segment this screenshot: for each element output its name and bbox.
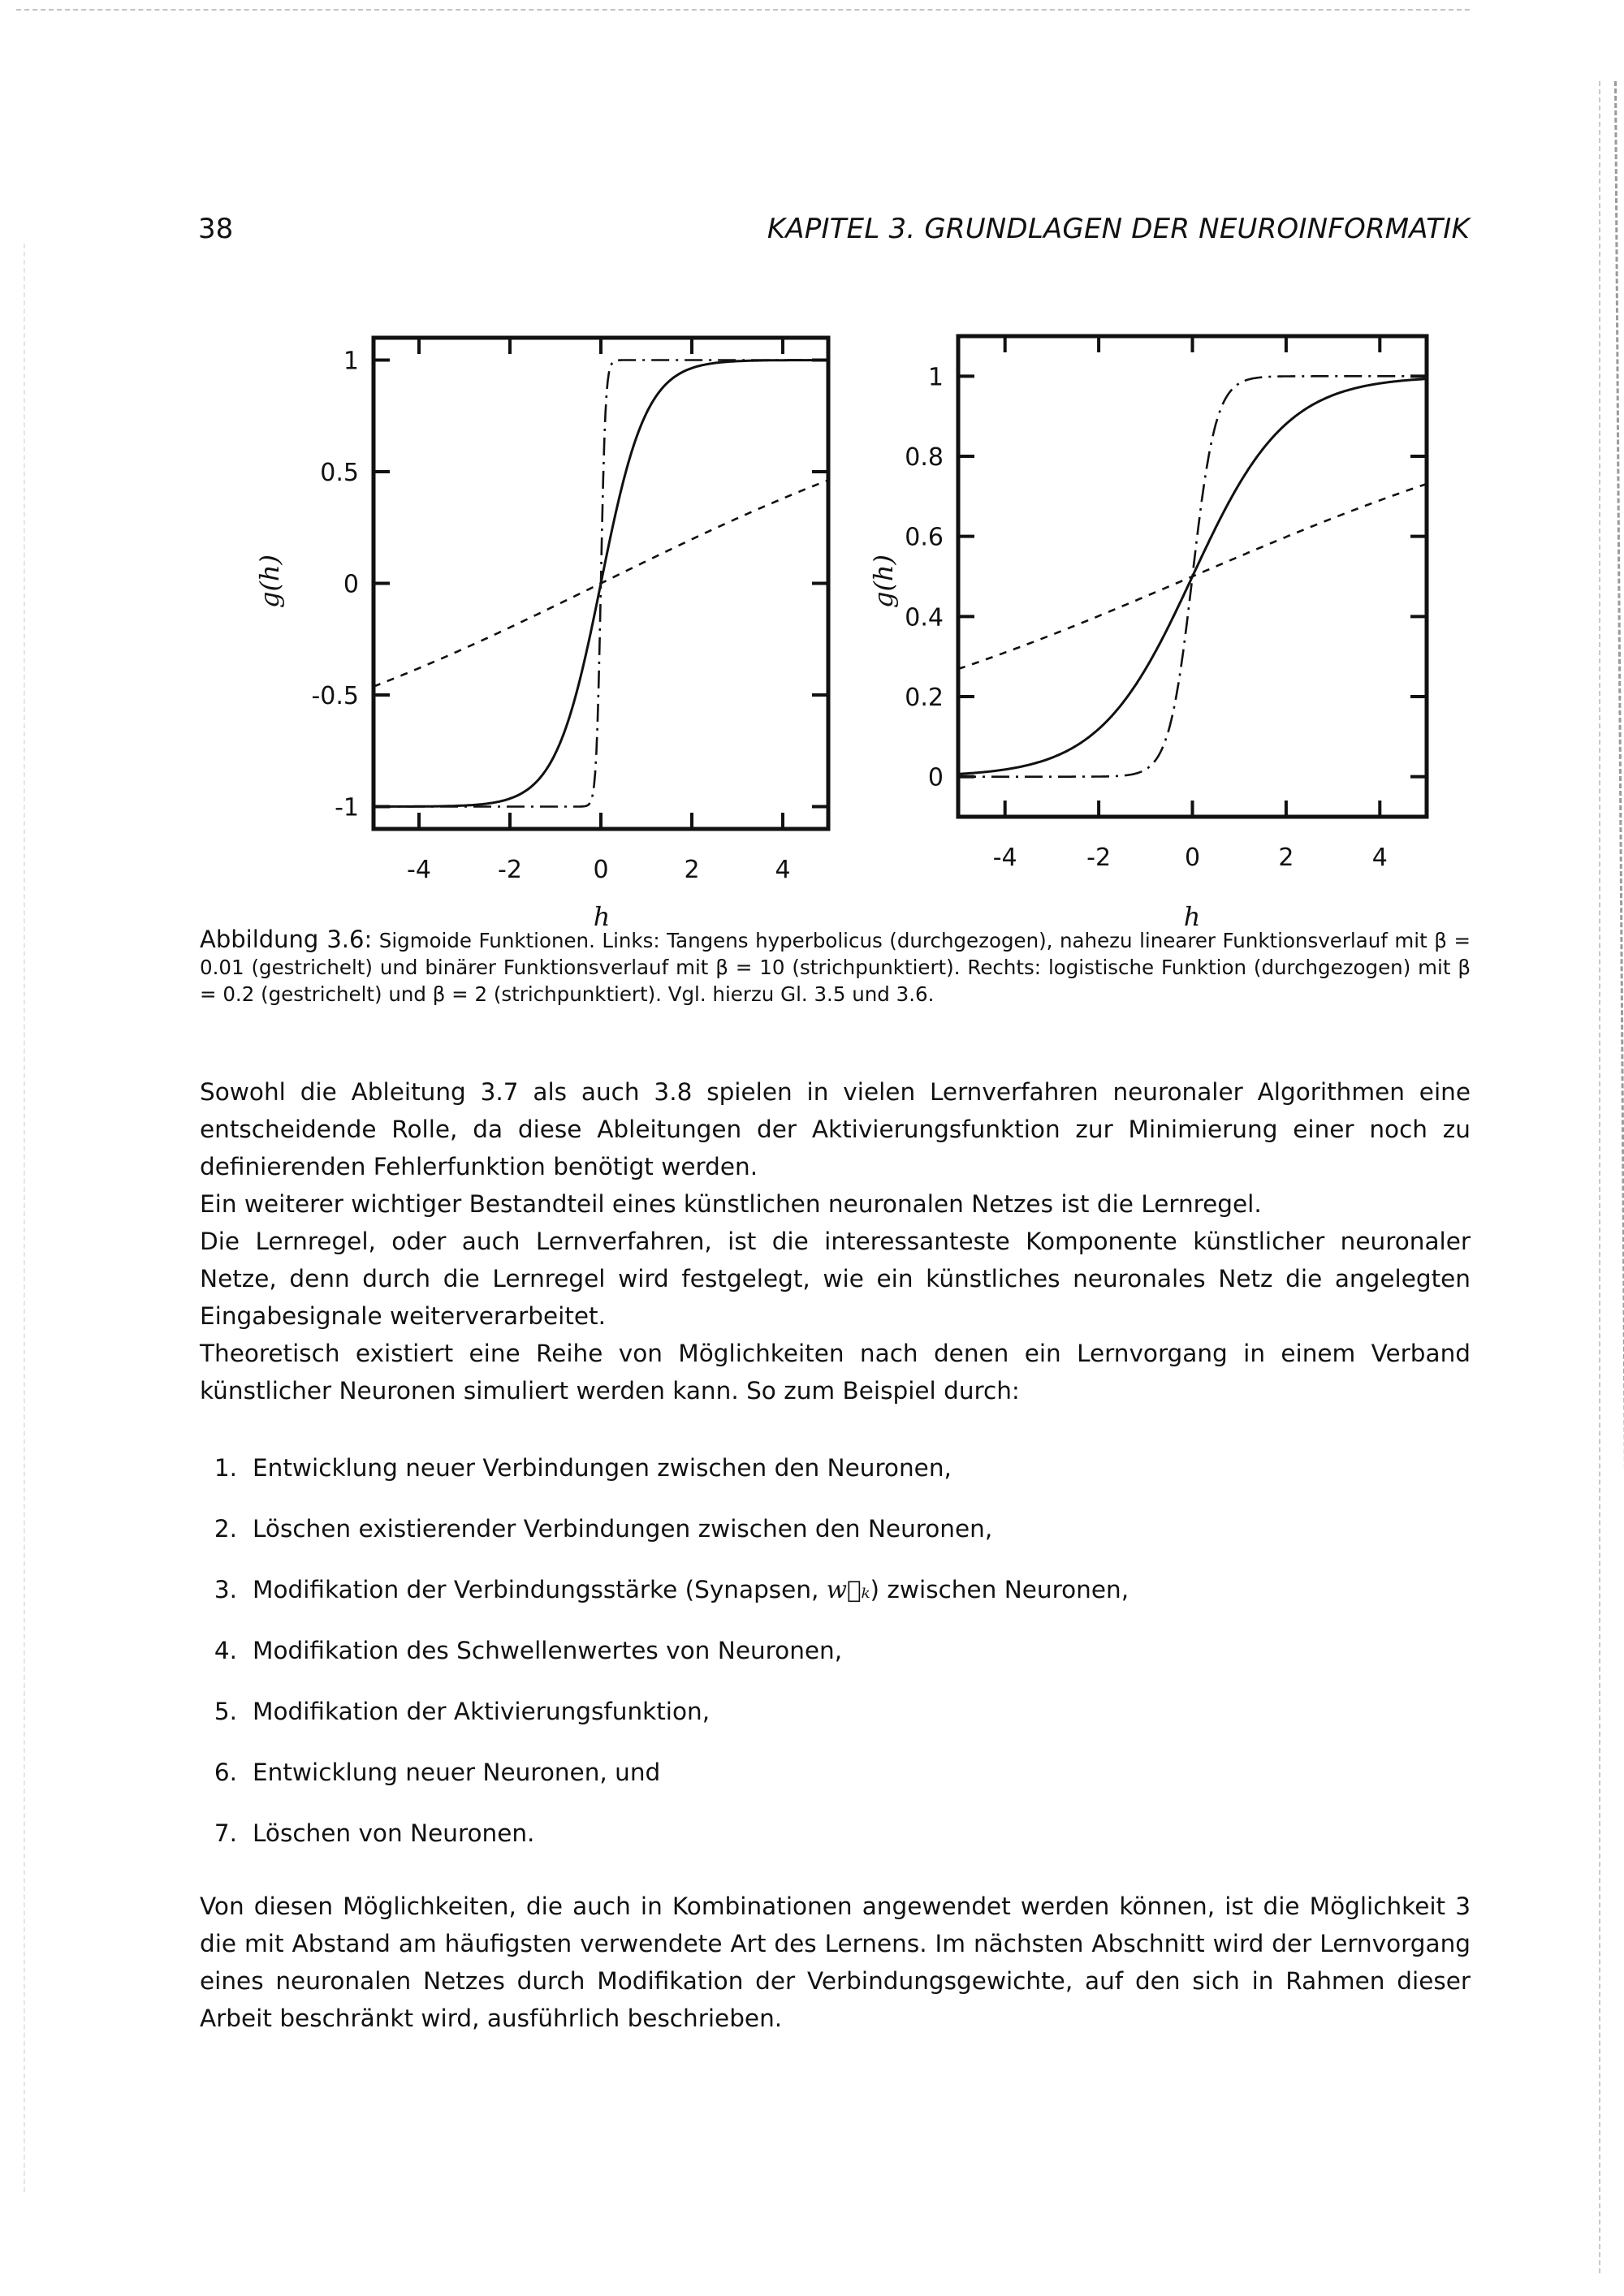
learning-possibilities-list <box>200 1449 1471 1875</box>
svg-text:0: 0 <box>927 763 944 792</box>
list-number: 6. <box>214 1759 237 1786</box>
figure-caption <box>200 926 1471 1008</box>
list-number: 4. <box>214 1637 237 1664</box>
list-number: 7. <box>214 1819 237 1847</box>
svg-text:2: 2 <box>1278 844 1294 872</box>
svg-text:-1: -1 <box>335 793 359 822</box>
body-paragraph-2: Von diesen Möglichkeiten, die auch in Kombinationen angewendet werden können, ist die Möglichkeit 3 die mit Abstand am häufigsten verwendete Art des Lernens. Im nächsten Abschnitt wird der Lernvorgang eines neuronalen Netzes durch Modifikation der Verbindungsgewichte, auf den sich in Rahmen dieser Arbeit beschränkt wird, ausführlich beschrieben. <box>200 1892 1471 2032</box>
list-item-text: Löschen existierender Verbindungen zwischen den Neuronen, <box>253 1515 993 1543</box>
svg-text:-4: -4 <box>992 844 1017 872</box>
svg-text:0.8: 0.8 <box>905 443 944 472</box>
svg-text:0: 0 <box>593 856 609 884</box>
list-item-text: Entwicklung neuer Verbindungen zwischen den Neuronen, <box>253 1454 952 1482</box>
paragraph-line: Theoretisch existiert eine Reihe von Möglichkeiten nach denen ein Lernvorgang in einem Verband künstlicher Neuronen simuliert werden kann. So zum Beispiel durch: <box>200 1340 1471 1405</box>
svg-text:0.6: 0.6 <box>905 523 944 552</box>
list-item-text: Modifikation der Aktivierungsfunktion, <box>253 1698 710 1725</box>
list-item <box>200 1510 1471 1571</box>
svg-text:-0.5: -0.5 <box>311 682 359 710</box>
svg-text:0.4: 0.4 <box>905 603 944 632</box>
list-item <box>200 1632 1471 1693</box>
list-item-text-part: Modifikation der Verbindungsstärke (Synapsen, <box>253 1576 827 1603</box>
list-item-text: Modifikation des Schwellenwertes von Neuronen, <box>253 1637 843 1664</box>
list-item <box>200 1754 1471 1815</box>
list-number: 5. <box>214 1698 237 1725</box>
caption-text: Sigmoide Funktionen. Links: Tangens hyperbolicus (durchgezogen), nahezu linearer Funktionsverlauf mit β = 0.01 (gestrichelt) und binärer Funktionsverlauf mit β = 10 (strichpunktiert). Rechts: logistische Funktion (durchgezogen) mit β = 0.2 (gestrichelt) und β = 2 (strichpunktiert). Vgl. hierzu Gl. 3.5 und 3.6. <box>200 929 1471 1006</box>
y-axis-label: g(h) <box>868 554 899 609</box>
paragraph-line: Sowohl die Ableitung 3.7 als auch 3.8 spielen in vielen Lernverfahren neuronaler Algorithmen eine entscheidende Rolle, da diese Ableitungen der Aktivierungsfunktion zur Minimierung einer noch zu definierenden Fehlerfunktion benötigt werden. <box>200 1078 1471 1180</box>
svg-text:0.2: 0.2 <box>905 684 944 712</box>
running-head: KAPITEL 3. GRUNDLAGEN DER NEUROINFORMATIK <box>767 213 1470 245</box>
svg-text:2: 2 <box>684 856 700 884</box>
x-axis-label: h <box>1183 901 1201 932</box>
list-number: 2. <box>214 1515 237 1543</box>
svg-text:0.5: 0.5 <box>320 459 359 487</box>
x-tick-labels <box>993 844 1388 872</box>
y-tick-labels <box>905 363 944 792</box>
weight-vector-symbol: w⃗ₖ <box>826 1576 870 1603</box>
chart-logistic-svg <box>0 0 1624 932</box>
list-number: 1. <box>214 1454 237 1482</box>
svg-text:0: 0 <box>1184 844 1201 872</box>
series-dashdot-line <box>958 376 1427 776</box>
y-axis-label: g(h) <box>254 554 285 609</box>
page-number: 38 <box>198 213 234 245</box>
list-item <box>200 1693 1471 1754</box>
list-item-text: Entwicklung neuer Neuronen, und <box>253 1759 661 1786</box>
svg-text:4: 4 <box>775 856 791 884</box>
svg-text:0: 0 <box>343 570 359 599</box>
list-item <box>200 1571 1471 1632</box>
chart-logistic <box>0 0 1624 932</box>
svg-text:1: 1 <box>343 347 359 376</box>
svg-text:-2: -2 <box>498 856 522 884</box>
svg-text:-2: -2 <box>1086 844 1112 872</box>
svg-text:1: 1 <box>927 363 944 392</box>
svg-text:-4: -4 <box>407 856 431 884</box>
list-item <box>200 1449 1471 1510</box>
list-item-text-part: ) zwischen Neuronen, <box>870 1576 1129 1603</box>
paragraph-line: Die Lernregel, oder auch Lernverfahren, ist die interessanteste Komponente künstlicher neuronaler Netze, denn durch die Lernregel wird festgelegt, wie ein künstliches neuronales Netz die angelegten Eingabesignale weiterverarbeitet. <box>200 1228 1471 1330</box>
list-item-text: Löschen von Neuronen. <box>253 1819 535 1847</box>
caption-label: Abbildung 3.6: <box>200 926 373 953</box>
paragraph-line: Ein weiterer wichtiger Bestandteil eines künstlichen neuronalen Netzes ist die Lernregel. <box>200 1190 1262 1218</box>
list-number: 3. <box>214 1576 237 1603</box>
data-series <box>958 376 1427 776</box>
list-item-text <box>253 1571 1129 1632</box>
svg-text:4: 4 <box>1371 844 1388 872</box>
list-item <box>200 1815 1471 1875</box>
body-paragraph-1 <box>200 1073 1471 1409</box>
x-axis-label: h <box>593 901 611 932</box>
